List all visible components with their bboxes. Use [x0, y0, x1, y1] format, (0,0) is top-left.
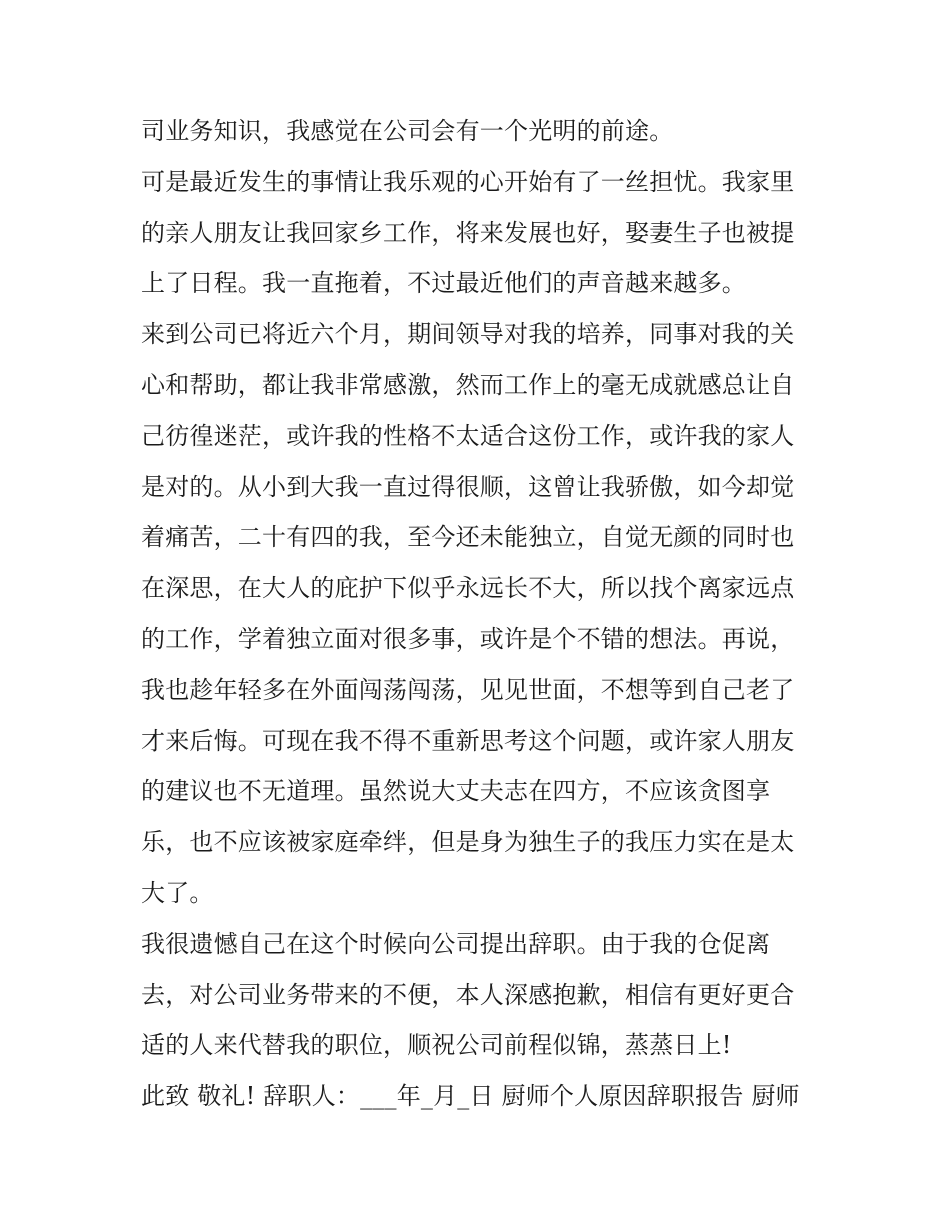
body-line: 己彷徨迷茫，或许我的性格不太适合这份工作，或许我的家人 — [141, 421, 795, 450]
body-line: 我也趁年轻多在外面闯荡闯荡，见见世面，不想等到自己老了 — [141, 675, 795, 704]
body-line: 的工作，学着独立面对很多事，或许是个不错的想法。再说， — [141, 624, 795, 653]
body-line: 才来后悔。可现在我不得不重新思考这个问题，或许家人朋友 — [141, 726, 795, 755]
body-line: 的建议也不无道理。虽然说大丈夫志在四方，不应该贪图享 — [141, 777, 771, 806]
body-line: 心和帮助，都让我非常感激，然而工作上的毫无成就感总让自 — [141, 370, 795, 399]
body-line: 我很遗憾自己在这个时候向公司提出辞职。由于我的仓促离 — [141, 929, 771, 958]
body-line: 的亲人朋友让我回家乡工作，将来发展也好，娶妻生子也被提 — [141, 218, 795, 247]
body-line: 在深思，在大人的庇护下似乎永远长不大，所以找个离家远点 — [141, 574, 795, 603]
body-line: 去，对公司业务带来的不便，本人深感抱歉，相信有更好更合 — [141, 980, 795, 1009]
document-body — [141, 106, 821, 1122]
body-line: 司业务知识，我感觉在公司会有一个光明的前途。 — [141, 117, 674, 145]
body-line: 此致 敬礼! 辞职人：___年_月_日 厨师个人原因辞职报告 厨师 — [141, 1082, 800, 1111]
body-line: 大了。 — [141, 878, 214, 907]
body-line: 来到公司已将近六个月，期间领导对我的培养，同事对我的关 — [141, 320, 795, 349]
body-line: 着痛苦，二十有四的我，至今还未能独立，自觉无颜的同时也 — [141, 523, 795, 552]
body-line: 乐，也不应该被家庭牵绊，但是身为独生子的我压力实在是太 — [141, 828, 795, 857]
body-line: 适的人来代替我的职位，顺祝公司前程似锦，蒸蒸日上! — [141, 1031, 732, 1060]
body-line: 是对的。从小到大我一直过得很顺，这曾让我骄傲，如今却觉 — [141, 472, 795, 501]
body-line: 可是最近发生的事情让我乐观的心开始有了一丝担忧。我家里 — [141, 167, 795, 196]
body-line: 上了日程。我一直拖着，不过最近他们的声音越来越多。 — [141, 269, 746, 298]
